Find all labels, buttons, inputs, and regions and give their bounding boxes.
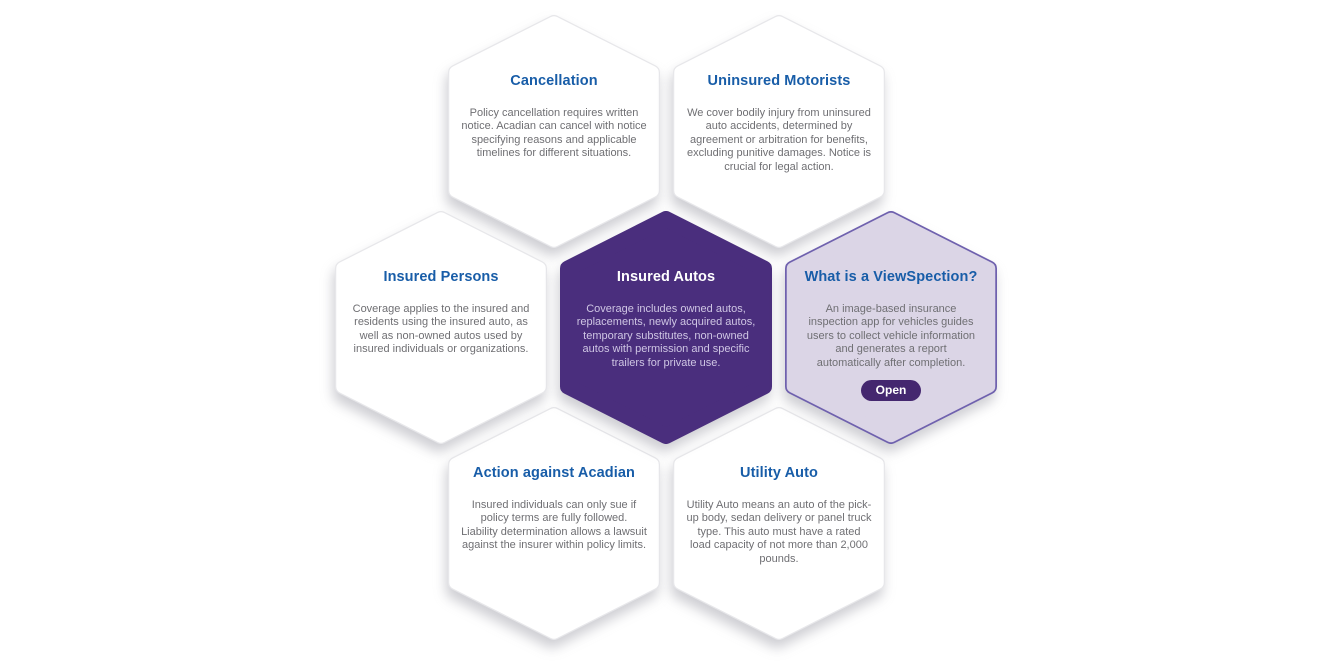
hex-title-action-against-acadian: Action against Acadian xyxy=(473,465,635,481)
hex-title-cancellation: Cancellation xyxy=(510,73,598,89)
hex-title-viewspection: What is a ViewSpection? xyxy=(804,269,978,285)
hex-card-insured-autos xyxy=(560,211,772,444)
hex-card-insured-persons xyxy=(335,211,547,444)
hex-title-uninsured-motorists: Uninsured Motorists xyxy=(707,73,851,89)
hexagon-shape xyxy=(785,211,997,444)
hex-body-viewspection: An image-based insurance inspection app for vehicles guides users to collect vehicle information and generates a report automatically after completion. xyxy=(806,303,976,369)
hex-body-insured-autos: Coverage includes owned autos, replacements, newly acquired autos, temporary substitutes, non-owned autos with permission and specific trailers for private use. xyxy=(576,303,756,369)
hex-body-uninsured-motorists: We cover bodily injury from uninsured auto accidents, determined by agreement or arbitration for benefits, excluding punitive damages. Notice is crucial for legal action. xyxy=(686,107,872,173)
hex-body-insured-persons: Coverage applies to the insured and residents using the insured auto, as well as non-owned autos used by insured individuals or organizations. xyxy=(352,303,530,356)
hexagon-shape xyxy=(560,211,772,444)
hex-card-viewspection xyxy=(785,211,997,444)
hex-title-utility-auto: Utility Auto xyxy=(740,465,818,481)
hex-title-insured-persons: Insured Persons xyxy=(383,269,499,285)
hex-body-utility-auto: Utility Auto means an auto of the pick-up body, sedan delivery or panel truck type. This auto must have a rated load capacity of not more than 2,000 pounds. xyxy=(686,499,872,565)
hex-body-cancellation: Policy cancellation requires written notice. Acadian can cancel with notice specifying reasons and applicable timelines for different situations. xyxy=(461,107,647,160)
hexagon-shape xyxy=(335,211,547,444)
hex-body-action-against-acadian: Insured individuals can only sue if policy terms are fully followed. Liability determination allows a lawsuit against the insurer within policy limits. xyxy=(461,499,647,552)
open-button[interactable]: Open xyxy=(861,380,922,401)
hex-title-insured-autos: Insured Autos xyxy=(616,269,716,285)
